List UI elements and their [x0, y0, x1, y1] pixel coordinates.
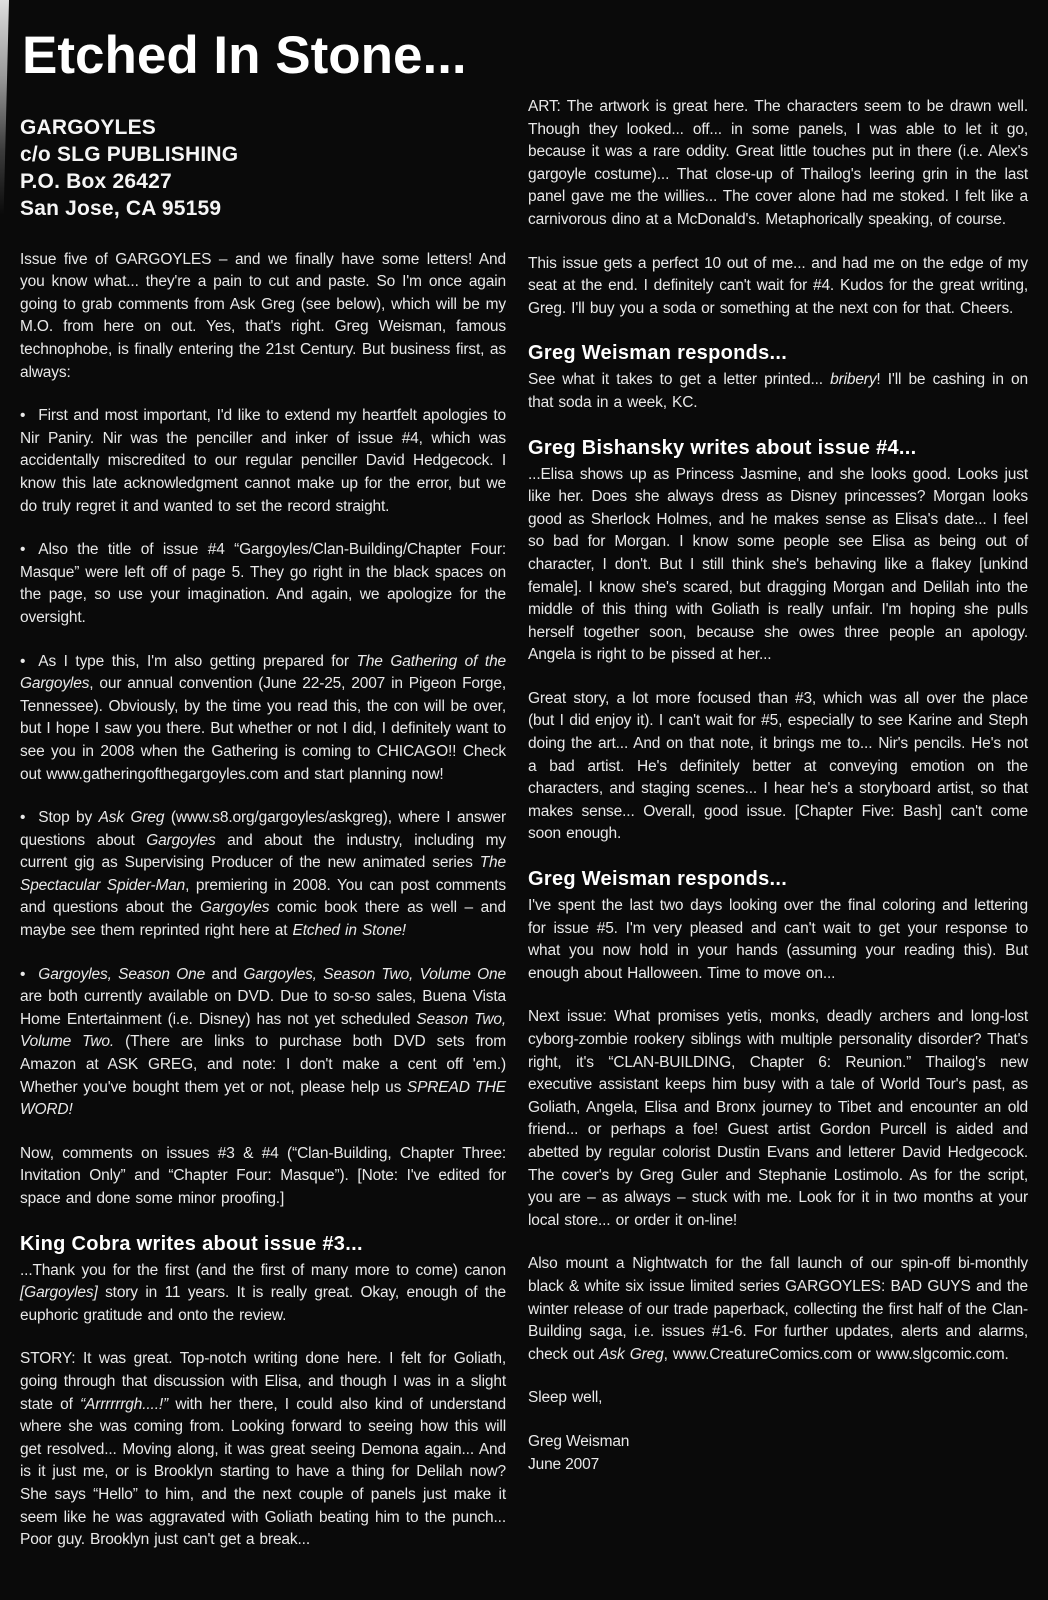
text-run: Now, comments on issues #3 & #4 (“Clan-Building, Chapter Three: Invitation Only” and “Chapter Four: Masque”). [Note: I've edited for space and done some minor proofing.] [20, 1144, 506, 1208]
bullet-paragraph [20, 964, 506, 1122]
page-title: Etched In Stone... [22, 26, 467, 85]
letter-heading: King Cobra writes about issue #3... [20, 1232, 363, 1255]
text-run: Gargoyles, Season Two, Volume One [243, 965, 506, 983]
text-run: Gargoyles [146, 831, 216, 849]
bullet-icon: • [20, 407, 26, 425]
paragraph [20, 1260, 506, 1328]
letter-heading: Greg Weisman responds... [528, 868, 788, 891]
text-run: As I type this, I'm also getting prepared for [38, 652, 357, 670]
paragraph [528, 253, 1028, 321]
text-run: (There are links to purchase both DVD sets from Amazon at ASK GREG, and note: I don't make a cent off 'em.) Whether you've bought them yet or not, please help us [20, 1033, 506, 1096]
bullet-paragraph [20, 807, 506, 943]
text-run: Also the title of issue #4 “Gargoyles/Clan-Building/Chapter Four: Masque” were left off of page 5. They go right in the black spaces on the page, so use your imagination. And again, we apologize for the oversight. [20, 541, 506, 626]
bullet-icon: • [20, 965, 26, 983]
paragraph [528, 1387, 1028, 1410]
text-run: STORY: It was great. Top-notch writing done here. I felt for Goliath, going through that discussion with Elisa, and though I was in a slight state of [20, 1350, 506, 1413]
text-run: ! I'll be cashing in on that soda in a week, KC. [528, 371, 1028, 411]
text-run: Also mount a Nightwatch for the fall launch of our spin-off bi-monthly black & white six issue limited series GARGOYLES: BAD GUYS and the winter release of our trade paperback, collecting the first half of the Clan-Building saga, i.e. issues #1-6. For further updates, alerts and alarms, check out [528, 1255, 1028, 1363]
text-run: bribery [830, 371, 877, 389]
text-run: First and most important, I'd like to extend my heartfelt apologies to Nir Paniry. Nir was the penciller and inker of issue #4, which was accidentally miscredited to our regular penciller David Hedgecock. I know this late acknowledgment cannot make up for the error, but we do truly regret it and wanted to set the record straight. [20, 407, 506, 515]
text-run: “Arrrrrrgh....!” [80, 1395, 169, 1413]
text-run: I've spent the last two days looking over the final coloring and lettering for issue #5. I'm very pleased and can't wait to get your response to what you now hold in your hands (assuming your reading this). But enough about Halloween. Time to move on... [528, 897, 1028, 982]
text-run: , our annual convention (June 22-25, 2007 in Pigeon Forge, Tennessee). Obviously, by the time you read this, the con will be over, but I hope I saw you there. But whether or not I did, I definitely want to see you in 2008 when the Gathering is coming to CHICAGO!! Check out www.gatheringofthegargoyles.com and start planning now! [20, 675, 506, 783]
text-run: Issue five of GARGOYLES – and we finally have some letters! And you know what... they're a pain to cut and paste. So I'm once again going to grab comments from Ask Greg (see below), which will be my M.O. from here on out. Yes, that's right. Greg Weisman, famous technophobe, is finally entering the 21st Century. But business first, as always: [20, 250, 506, 381]
mailing-address [20, 114, 506, 222]
text-run: comic book there as well – and maybe see them reprinted right here at [20, 899, 506, 940]
address-line: P.O. Box 26427 [20, 169, 172, 193]
text-run: Next issue: What promises yetis, monks, deadly archers and long-lost cyborg-zombie rookery siblings with multiple personality disorder? That's right, it's “CLAN-BUILDING, Chapter 6: Reunion.” Thailog's new executive assistant keeps him busy with a tale of World Tour's past, as Goliath, Angela, Elisa and Bronx journey to Tibet and encounter an old friend... or perhaps a foe! Guest artist Gordon Purcell is aided and abetted by regular colorist Dustin Evans and letterer David Hedgecock. The cover's by Greg Guler and Stephanie Lostimolo. As for the script, you are – as always – stuck with me. Look for it in two months at your local store... or order it on-line! [528, 1008, 1028, 1229]
text-run: The Gathering of the Gargoyles [20, 652, 507, 693]
text-run: ART: The artwork is great here. The characters seem to be drawn well. Though they looked... off... in some panels, I was able to let it go, because it was a rare oddity. Great little touches put in there (i.e. Alex's gargoyle costume)... That close-up of Thailog's leering grin in the last panel gave me the willies... The cover alone had me stoked. I felt like a carnivorous dino at a McDonald's. Metaphorically speaking, of course. [528, 98, 1028, 228]
text-run: The Spectacular Spider-Man [20, 854, 506, 894]
text-run: Ask Greg [599, 1345, 664, 1363]
bullet-icon: • [20, 541, 26, 559]
left-column [20, 26, 506, 1573]
text-run: [Gargoyles] [20, 1284, 98, 1302]
text-run: ...Thank you for the first (and the first of many more to come) canon [20, 1261, 506, 1279]
text-run: See what it takes to get a letter printed... [528, 371, 831, 389]
bullet-paragraph [20, 651, 506, 787]
bullet-paragraph [20, 539, 506, 629]
text-run: ...Elisa shows up as Princess Jasmine, and she looks good. Looks just like her. Does she always dress as Disney princesses? Morgan looks good as Sherlock Holmes, and he makes sense as Elisa's date... I feel so bad for Morgan. I know some people see Elisa as being out of character, I don't. But I still think she's behaving like a flakey [unkind female]. I know she's scared, but dragging Morgan and Delilah into the middle of this thing with Goliath is really unfair. I'm hoping she pulls herself together soon, because she owes three people an apology. Angela is right to be pissed at her... [528, 465, 1028, 664]
paragraph [528, 688, 1028, 846]
text-run: and [205, 965, 244, 983]
text-run: with her there, I could also kind of understand where she was coming from. Looking forward to seeing how this will get resolved... Moving along, it was great seeing Demona again... And is it just me, or is Brooklyn starting to have a thing for Delilah now? She says “Hello” to him, and the next couple of panels just make it seem like he was aggravated with Goliath beating him to the punch... Poor guy. Brooklyn just can't get a break... [20, 1395, 506, 1549]
text-run: Gargoyles [200, 899, 270, 917]
paragraph [528, 96, 1028, 232]
paragraph [528, 464, 1028, 667]
text-run: Sleep well, [528, 1389, 603, 1407]
bullet-icon: • [20, 809, 26, 827]
address-line: GARGOYLES [20, 115, 156, 139]
paragraph [528, 369, 1028, 414]
text-run: SPREAD THE WORD! [20, 1078, 506, 1119]
text-run: Etched in Stone! [292, 922, 406, 940]
text-run: This issue gets a perfect 10 out of me... and had me on the edge of my seat at the end. I definitely can't wait for #4. Kudos for the great writing, Greg. I'll buy you a soda or something at the next con for that. Cheers. [528, 254, 1028, 317]
paragraph [528, 1006, 1028, 1232]
text-run: , www.CreatureComics.com or www.slgcomic.com. [663, 1345, 1009, 1363]
paragraph [20, 249, 506, 385]
paragraph [528, 895, 1028, 985]
text-run: and about the industry, including my current gig as Supervising Producer of the new animated series [20, 831, 506, 872]
text-run: are both currently available on DVD. Due to so-so sales, Buena Vista Home Entertainment (i.e. Disney) has not yet scheduled [20, 988, 506, 1028]
text-run: (www.s8.org/gargoyles/askgreg), where I answer questions about [20, 809, 507, 849]
text-run: Great story, a lot more focused than #3, which was all over the place (but I did enjoy it). I can't wait for #5, especially to see Karine and Steph doing the art... And on that note, it brings me to... Nir's pencils. He's not a bad artist. He's definitely better at conveying emotion on the characters, and staging scenes... I hear he's a storyboard artist, so that makes sense... Overall, good issue. [Chapter Five: Bash] can't come soon enough. [528, 689, 1028, 843]
letter-heading: Greg Weisman responds... [528, 342, 788, 365]
letter-heading: Greg Bishansky writes about issue #4... [528, 436, 917, 459]
paragraph [20, 1348, 506, 1551]
right-column [528, 96, 1028, 1573]
address-line: San Jose, CA 95159 [20, 196, 222, 220]
address-line: c/o SLG PUBLISHING [20, 142, 239, 166]
text-run: , premiering in 2008. You can post comments and questions about the [20, 876, 507, 917]
signature-line: June 2007 [528, 1455, 600, 1473]
bullet-icon: • [20, 652, 26, 670]
signature-line: Greg Weisman [528, 1432, 630, 1450]
signature-block [528, 1431, 1028, 1476]
text-run: story in 11 years. It is really great. Okay, enough of the euphoric gratitude and onto the review. [20, 1284, 506, 1324]
paragraph [528, 1253, 1028, 1366]
text-run: Season Two, Volume Two. [20, 1010, 506, 1051]
text-run: Gargoyles, Season One [38, 965, 206, 983]
paragraph [20, 1143, 506, 1211]
text-run: Ask Greg [98, 809, 165, 827]
bullet-paragraph [20, 405, 506, 518]
text-run: Stop by [38, 809, 99, 827]
